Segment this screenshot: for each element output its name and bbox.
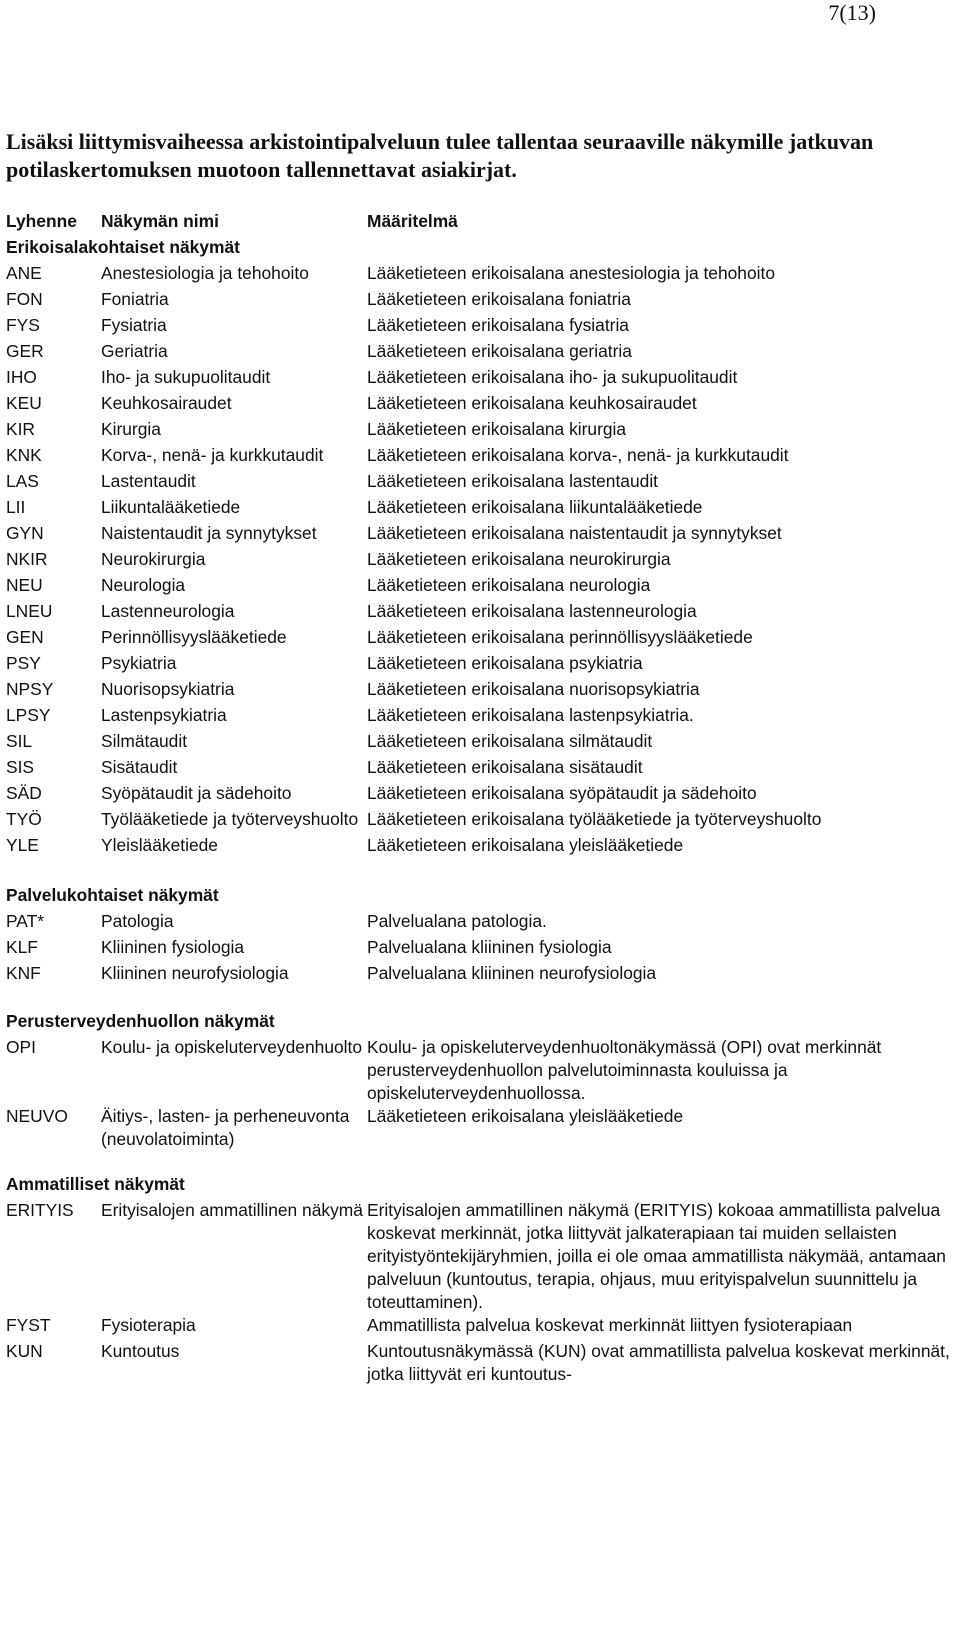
table-row bbox=[6, 936, 954, 962]
row-view-name: Patologia bbox=[101, 911, 174, 931]
row-view-name: Kliininen neurofysiologia bbox=[101, 963, 289, 983]
views-table bbox=[6, 210, 954, 1386]
section-spacer bbox=[6, 1151, 954, 1173]
row-view-name: Geriatria bbox=[101, 341, 168, 361]
row-definition: Lääketieteen erikoisalana silmätaudit bbox=[367, 731, 653, 751]
row-abbreviation: KIR bbox=[6, 419, 35, 439]
row-abbreviation: FYS bbox=[6, 315, 40, 335]
table-row bbox=[6, 1036, 954, 1105]
row-abbreviation: YLE bbox=[6, 835, 39, 855]
row-view-name: Äitiys-, lasten- ja perheneuvonta (neuvolatoiminta) bbox=[101, 1106, 350, 1149]
row-abbreviation: NEU bbox=[6, 575, 43, 595]
row-abbreviation: IHO bbox=[6, 367, 37, 387]
row-definition: Lääketieteen erikoisalana lastenneurologia bbox=[367, 601, 697, 621]
row-view-name: Liikuntalääketiede bbox=[101, 497, 241, 517]
row-view-name: Kirurgia bbox=[101, 419, 161, 439]
row-view-name: Kliininen fysiologia bbox=[101, 937, 245, 957]
row-view-name: Korva-, nenä- ja kurkkutaudit bbox=[101, 445, 324, 465]
table-row bbox=[6, 262, 954, 288]
row-definition: Lääketieteen erikoisalana kirurgia bbox=[367, 419, 627, 439]
row-view-name: Foniatria bbox=[101, 289, 169, 309]
row-view-name: Lastentaudit bbox=[101, 471, 196, 491]
table-row bbox=[6, 1105, 954, 1151]
row-definition: Lääketieteen erikoisalana geriatria bbox=[367, 341, 632, 361]
row-abbreviation: LPSY bbox=[6, 705, 51, 725]
row-definition: Lääketieteen erikoisalana fysiatria bbox=[367, 315, 629, 335]
row-abbreviation: NKIR bbox=[6, 549, 48, 569]
row-definition: Erityisalojen ammatillinen näkymä (ERITYIS) kokoaa ammatillista palvelua koskevat merkinnät, jotka liittyvät jalkaterapiaan tai muiden sellaisten erityistyöntekijäryhmien, joilla ei ole omaa ammatillista näkymää, antamaan palveluun (kuntoutus, terapia, ohjaus, muu erityispalvelun suunnittelu ja toteuttaminen). bbox=[367, 1200, 946, 1312]
table-header bbox=[6, 210, 954, 236]
table-row bbox=[6, 834, 954, 860]
section-title: Erikoisalakohtaiset näkymät bbox=[6, 237, 240, 257]
row-view-name: Fysiatria bbox=[101, 315, 167, 335]
row-abbreviation: OPI bbox=[6, 1037, 36, 1057]
row-definition: Koulu- ja opiskeluterveydenhuoltonäkymässä (OPI) ovat merkinnät perusterveydenhuollon palvelutoiminnasta kouluissa ja opiskeluterveydenhuollossa. bbox=[367, 1037, 882, 1103]
row-abbreviation: FON bbox=[6, 289, 43, 309]
row-view-name: Neurokirurgia bbox=[101, 549, 206, 569]
table-row bbox=[6, 366, 954, 392]
row-definition: Lääketieteen erikoisalana iho- ja sukupuolitaudit bbox=[367, 367, 738, 387]
table-row bbox=[6, 1314, 954, 1340]
section-spacer bbox=[6, 860, 954, 884]
header-definition: Määritelmä bbox=[367, 211, 458, 231]
header-abbreviation: Lyhenne bbox=[6, 211, 77, 231]
row-definition: Lääketieteen erikoisalana lastentaudit bbox=[367, 471, 659, 491]
table-row bbox=[6, 574, 954, 600]
row-definition: Lääketieteen erikoisalana korva-, nenä- ja kurkkutaudit bbox=[367, 445, 789, 465]
row-view-name: Naistentaudit ja synnytykset bbox=[101, 523, 317, 543]
table-row bbox=[6, 392, 954, 418]
row-definition: Kuntoutusnäkymässä (KUN) ovat ammatillista palvelua koskevat merkinnät, jotka liittyvät eri kuntoutus- bbox=[367, 1341, 950, 1384]
table-row bbox=[6, 522, 954, 548]
row-abbreviation: NPSY bbox=[6, 679, 54, 699]
table-row bbox=[6, 730, 954, 756]
row-abbreviation: FYST bbox=[6, 1315, 51, 1335]
row-abbreviation: LAS bbox=[6, 471, 39, 491]
row-definition: Palvelualana kliininen neurofysiologia bbox=[367, 963, 657, 983]
row-definition: Lääketieteen erikoisalana neurokirurgia bbox=[367, 549, 671, 569]
row-definition: Lääketieteen erikoisalana anestesiologia ja tehohoito bbox=[367, 263, 776, 283]
table-row bbox=[6, 782, 954, 808]
row-abbreviation: SIS bbox=[6, 757, 35, 777]
row-abbreviation: TYÖ bbox=[6, 809, 42, 829]
table-row bbox=[6, 418, 954, 444]
page-number: 7(13) bbox=[828, 0, 876, 25]
row-view-name: Perinnöllisyyslääketiede bbox=[101, 627, 287, 647]
row-view-name: Anestesiologia ja tehohoito bbox=[101, 263, 309, 283]
row-definition: Lääketieteen erikoisalana yleislääketiede bbox=[367, 1106, 684, 1126]
table-row bbox=[6, 444, 954, 470]
row-abbreviation: LII bbox=[6, 497, 26, 517]
row-definition: Lääketieteen erikoisalana yleislääketiede bbox=[367, 835, 684, 855]
row-definition: Palvelualana kliininen fysiologia bbox=[367, 937, 612, 957]
row-abbreviation: GYN bbox=[6, 523, 44, 543]
row-abbreviation: KUN bbox=[6, 1341, 43, 1361]
row-abbreviation: GER bbox=[6, 341, 44, 361]
table-row bbox=[6, 548, 954, 574]
table-row bbox=[6, 808, 954, 834]
table-row bbox=[6, 1340, 954, 1386]
section-spacer bbox=[6, 988, 954, 1010]
row-view-name: Fysioterapia bbox=[101, 1315, 196, 1335]
row-definition: Lääketieteen erikoisalana työlääketiede ja työterveyshuolto bbox=[367, 809, 822, 829]
table-row bbox=[6, 496, 954, 522]
table-row bbox=[6, 340, 954, 366]
row-view-name: Erityisalojen ammatillinen näkymä bbox=[101, 1200, 363, 1220]
row-definition: Lääketieteen erikoisalana lastenpsykiatria. bbox=[367, 705, 694, 725]
table-row bbox=[6, 962, 954, 988]
table-row bbox=[6, 910, 954, 936]
row-definition: Lääketieteen erikoisalana naistentaudit ja synnytykset bbox=[367, 523, 782, 543]
row-view-name: Työlääketiede ja työterveyshuolto bbox=[101, 809, 359, 829]
row-view-name: Silmätaudit bbox=[101, 731, 188, 751]
table-row bbox=[6, 626, 954, 652]
row-definition: Lääketieteen erikoisalana nuorisopsykiatria bbox=[367, 679, 700, 699]
row-abbreviation: LNEU bbox=[6, 601, 53, 621]
row-view-name: Sisätaudit bbox=[101, 757, 178, 777]
table-row bbox=[6, 756, 954, 782]
row-abbreviation: KEU bbox=[6, 393, 42, 413]
section-title: Perusterveydenhuollon näkymät bbox=[6, 1011, 275, 1031]
header-view-name: Näkymän nimi bbox=[101, 211, 219, 231]
table-row bbox=[6, 1199, 954, 1314]
row-abbreviation: PSY bbox=[6, 653, 41, 673]
row-definition: Lääketieteen erikoisalana foniatria bbox=[367, 289, 631, 309]
row-view-name: Psykiatria bbox=[101, 653, 177, 673]
row-definition: Lääketieteen erikoisalana keuhkosairaudet bbox=[367, 393, 697, 413]
row-view-name: Neurologia bbox=[101, 575, 186, 595]
row-view-name: Nuorisopsykiatria bbox=[101, 679, 235, 699]
row-abbreviation: KLF bbox=[6, 937, 38, 957]
row-abbreviation: ERITYIS bbox=[6, 1200, 74, 1220]
intro-paragraph: Lisäksi liittymisvaiheessa arkistointipalveluun tulee tallentaa seuraaville näkymille jatkuvan potilaskertomuksen muotoon tallennettavat asiakirjat. bbox=[6, 129, 874, 182]
row-definition: Lääketieteen erikoisalana syöpätaudit ja sädehoito bbox=[367, 783, 757, 803]
table-row bbox=[6, 704, 954, 730]
row-definition: Lääketieteen erikoisalana perinnöllisyyslääketiede bbox=[367, 627, 753, 647]
table-row bbox=[6, 288, 954, 314]
section-title: Ammatilliset näkymät bbox=[6, 1174, 185, 1194]
table-sections bbox=[6, 236, 954, 1386]
table-row bbox=[6, 470, 954, 496]
row-view-name: Keuhkosairaudet bbox=[101, 393, 232, 413]
row-abbreviation: SÄD bbox=[6, 783, 42, 803]
table-row bbox=[6, 314, 954, 340]
row-definition: Lääketieteen erikoisalana sisätaudit bbox=[367, 757, 643, 777]
row-view-name: Koulu- ja opiskeluterveydenhuolto bbox=[101, 1037, 363, 1057]
row-abbreviation: KNF bbox=[6, 963, 41, 983]
row-abbreviation: SIL bbox=[6, 731, 33, 751]
row-view-name: Iho- ja sukupuolitaudit bbox=[101, 367, 271, 387]
row-definition: Lääketieteen erikoisalana neurologia bbox=[367, 575, 651, 595]
row-definition: Palvelualana patologia. bbox=[367, 911, 547, 931]
row-abbreviation: KNK bbox=[6, 445, 42, 465]
section-title: Palvelukohtaiset näkymät bbox=[6, 885, 219, 905]
row-abbreviation: PAT* bbox=[6, 911, 45, 931]
table-row bbox=[6, 600, 954, 626]
table-row bbox=[6, 678, 954, 704]
row-view-name: Lastenpsykiatria bbox=[101, 705, 227, 725]
row-view-name: Lastenneurologia bbox=[101, 601, 235, 621]
row-view-name: Yleislääketiede bbox=[101, 835, 218, 855]
row-abbreviation: NEUVO bbox=[6, 1106, 68, 1126]
row-definition: Lääketieteen erikoisalana psykiatria bbox=[367, 653, 643, 673]
row-abbreviation: GEN bbox=[6, 627, 44, 647]
row-abbreviation: ANE bbox=[6, 263, 42, 283]
row-view-name: Syöpätaudit ja sädehoito bbox=[101, 783, 292, 803]
row-definition: Ammatillista palvelua koskevat merkinnät liittyen fysioterapiaan bbox=[367, 1315, 853, 1335]
table-row bbox=[6, 652, 954, 678]
row-view-name: Kuntoutus bbox=[101, 1341, 180, 1361]
row-definition: Lääketieteen erikoisalana liikuntalääketiede bbox=[367, 497, 703, 517]
